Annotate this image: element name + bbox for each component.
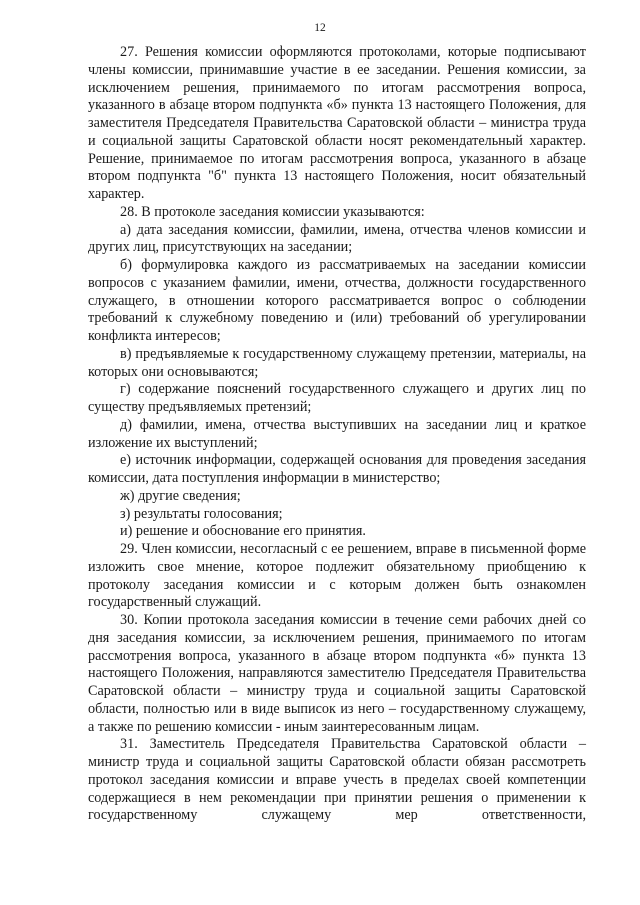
page-number: 12 xyxy=(314,22,326,34)
list-item-z: з) результаты голосования; xyxy=(120,505,283,522)
list-item-a: а) дата заседания комиссии, фамилии, имена, отчества членов комиссии и других лиц, присутствующих на заседании; xyxy=(88,221,586,256)
list-item-v: в) предъявляемые к государственному служащему претензии, материалы, на которых они основываются; xyxy=(88,345,586,380)
paragraph-29: 29. Член комиссии, несогласный с ее решением, вправе в письменной форме изложить свое мнение, которое подлежит обязательному приобщению к протоколу заседания комиссии и с которым должен быть ознакомлен государственный служащий. xyxy=(88,541,586,611)
list-item-i: и) решение и обоснование его принятия. xyxy=(120,523,366,540)
list-item-g: г) содержание пояснений государственного служащего и других лиц по существу предъявляемых претензий; xyxy=(88,381,586,415)
paragraph-28: 28. В протоколе заседания комиссии указываются: xyxy=(120,203,425,220)
paragraph-31: 31. Заместитель Председателя Правительства Саратовской области – министр труда и социальной защиты Саратовской области обязан рассмотреть протокол заседания комиссии и вправе учесть в пределах своей компетенции содержащиеся в нем рекомендации при принятии решения о применении к государственному служащему мер ответственности, xyxy=(88,736,586,824)
list-item-d: д) фамилии, имена, отчества выступивших на заседании лиц и краткое изложение их выступлений; xyxy=(88,416,586,451)
list-item-e: е) источник информации, содержащей основания для проведения заседания комиссии, дата поступления информации в министерство; xyxy=(88,452,586,486)
list-item-b: б) формулировка каждого из рассматриваемых на заседании комиссии вопросов с указанием фамилии, имени, отчества, должности государственного служащего, в отношении которого рассматривается вопрос о соблюдении требований к служебному поведению и (или) требований об урегулировании конфликта интересов; xyxy=(88,257,586,344)
paragraph-30: 30. Копии протокола заседания комиссии в течение семи рабочих дней со дня заседания комиссии, за исключением решения, принимаемого по итогам рассмотрения вопроса, указанного в абзаце втором подпункта «б» пункта 13 настоящего Положения, направляются заместителю Председателя Правительства Саратовской области – министру труда и социальной защиты Саратовской области, полностью или в виде выписок из него – государственному служащему, а также по решению комиссии - иным заинтересованным лицам. xyxy=(88,612,586,735)
paragraph-27: 27. Решения комиссии оформляются протоколами, которые подписывают члены комиссии, принимавшие участие в ее заседании. Решения комиссии, за исключением решения, принимаемого по итогам рассмотрения вопроса, указанного в абзаце втором подпункта «б» пункта 13 настоящего Положения, для заместителя Председателя Правительства Саратовской области – министра труда и социальной защиты Саратовской области носят рекомендательный характер. Решение, принимаемое по итогам рассмотрения вопроса, указанного в абзаце втором подпункта "б" пункта 13 настоящего Положения, носит обязательный характер. xyxy=(88,44,586,202)
document-body xyxy=(88,44,586,825)
list-item-zh: ж) другие сведения; xyxy=(120,487,241,504)
